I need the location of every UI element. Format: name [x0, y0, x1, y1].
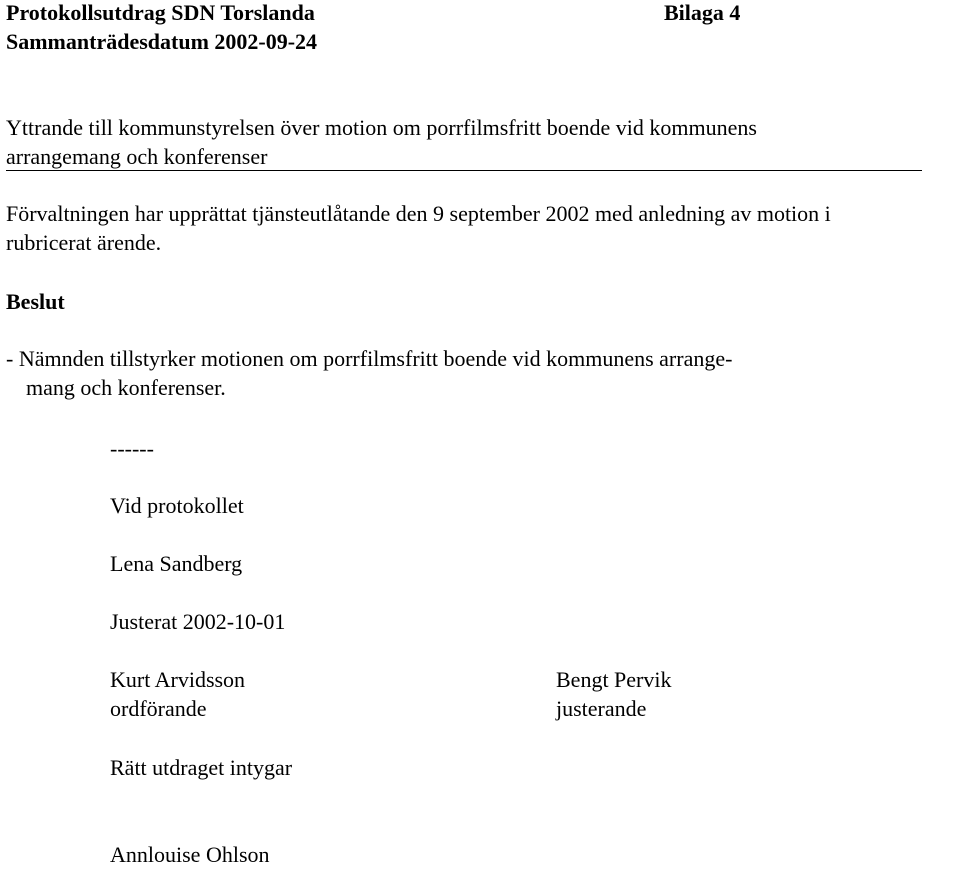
certified-label: Rätt utdraget intygar [110, 755, 293, 780]
adjuster-name: Bengt Pervik [556, 667, 672, 692]
secretary-name: Lena Sandberg [110, 551, 243, 576]
chair-role: ordförande [110, 696, 207, 721]
minutes-label: Vid protokollet [110, 493, 244, 518]
decision-line-1: - Nämnden tillstyrker motionen om porrfilmsfritt boende vid kommunens arrange- [6, 346, 733, 371]
adjuster-signature [556, 665, 672, 723]
certifier-name: Annlouise Ohlson [110, 842, 270, 867]
attachment-label: Bilaga 4 [664, 0, 741, 25]
adjusted-date: Justerat 2002-10-01 [110, 609, 286, 634]
title-line-1: Yttrande till kommunstyrelsen över motion om porrfilmsfritt boende vid kommunens [6, 115, 757, 140]
document-header [6, 0, 317, 56]
intro-line-1: Förvaltningen har upprättat tjänsteutlåtande den 9 september 2002 med anledning av motion i [6, 201, 831, 226]
intro-line-2: rubricerat ärende. [6, 230, 162, 255]
document-title [6, 113, 922, 171]
chair-signature [110, 665, 245, 723]
title-line-2: arrangemang och konferenser [6, 143, 922, 171]
protocol-title: Protokollsutdrag SDN Torslanda [6, 0, 315, 25]
meeting-date: Sammanträdesdatum 2002-09-24 [6, 29, 318, 54]
decision-paragraph [6, 344, 732, 402]
adjuster-role: justerande [556, 696, 647, 721]
decision-line-2: mang och konferenser. [26, 375, 226, 400]
chair-name: Kurt Arvidsson [110, 667, 246, 692]
intro-paragraph [6, 199, 831, 257]
separator: ------ [110, 436, 154, 461]
decision-heading: Beslut [6, 289, 65, 314]
